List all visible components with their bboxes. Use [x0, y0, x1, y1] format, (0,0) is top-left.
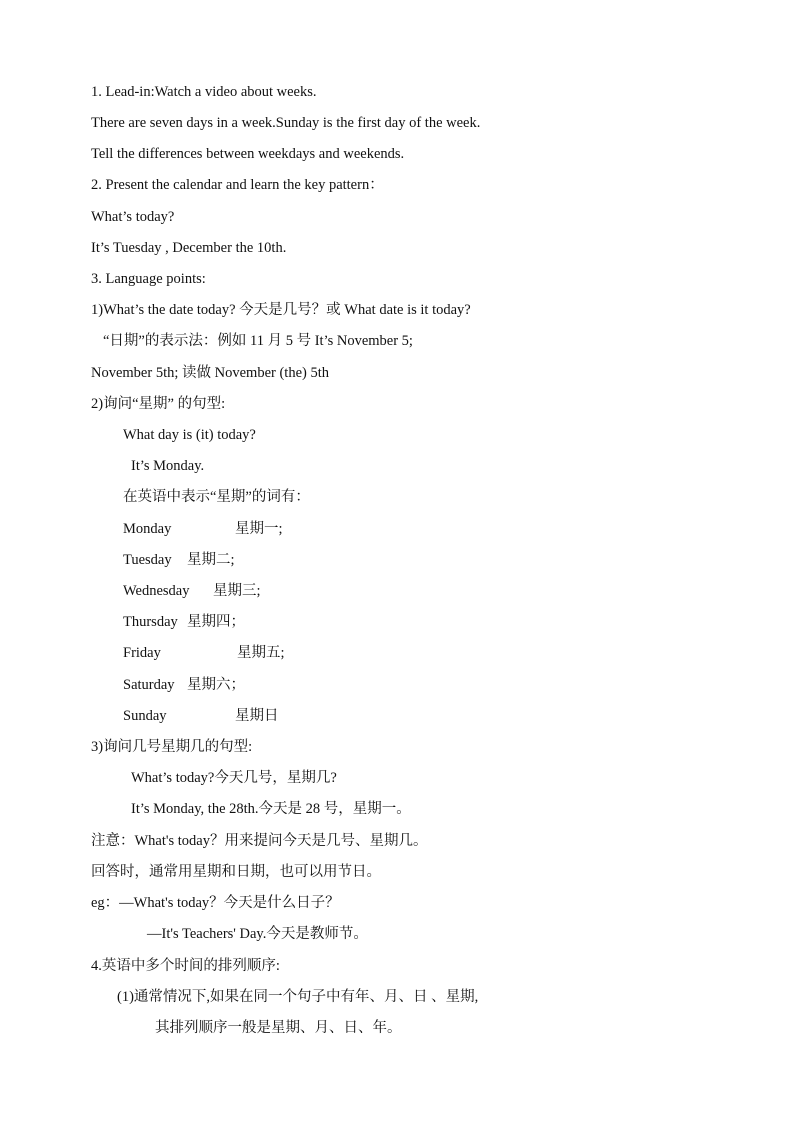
what-day-question: What day is (it) today?	[123, 427, 256, 443]
weekday-row	[123, 550, 235, 570]
answer-note-line: 回答时，通常用星期和日期，也可以用节日。	[91, 864, 381, 880]
weekday-row	[123, 643, 285, 663]
differences-sentence: Tell the differences between weekdays and weekends.	[91, 146, 405, 162]
weekday-english: Wednesday	[123, 583, 190, 599]
answer-tuesday: It’s Tuesday , December the 10th.	[91, 240, 287, 256]
weekday-row	[123, 581, 261, 601]
order-rule-line-1: (1)通常情况下,如果在同一个句子中有年、月、日 、星期,	[117, 989, 479, 1005]
point-3-date-weekday-pattern: 3)询问几号星期几的句型:	[91, 739, 253, 755]
weekday-chinese: 星期五;	[237, 645, 285, 661]
seven-days-sentence: There are seven days in a week.Sunday is the first day of the week.	[91, 115, 481, 131]
its-monday-answer: It’s Monday.	[131, 458, 205, 474]
example-answer: —It's Teachers' Day.今天是教师节。	[147, 926, 368, 942]
weekday-row	[123, 675, 245, 695]
weekday-chinese: 星期六；	[187, 677, 245, 693]
date-expression-line: “日期”的表示法：例如 11 月 5 号 It’s November 5;	[103, 333, 413, 349]
weekday-chinese: 星期一;	[235, 521, 283, 537]
weekday-english: Sunday	[123, 708, 167, 724]
note-line: 注意：What's today？用来提问今天是几号、星期几。	[91, 833, 428, 849]
weekday-row	[123, 519, 283, 539]
weekday-english: Tuesday	[123, 552, 172, 568]
weekday-chinese: 星期二;	[187, 552, 235, 568]
weekday-row	[123, 612, 245, 632]
item-2-present-calendar: 2. Present the calendar and learn the key pattern：	[91, 177, 384, 193]
item-4-time-order: 4.英语中多个时间的排列顺序:	[91, 958, 280, 974]
weekday-english: Saturday	[123, 677, 175, 693]
date-reading-line: November 5th; 读做 November (the) 5th	[91, 365, 329, 381]
weekday-english: Monday	[123, 521, 172, 537]
item-3-language-points: 3. Language points:	[91, 271, 206, 287]
example-question: eg：—What's today？今天是什么日子？	[91, 895, 340, 911]
weekday-english: Friday	[123, 645, 161, 661]
question-whats-today: What’s today?	[91, 209, 175, 225]
weekday-english: Thursday	[123, 614, 178, 630]
whats-today-example: What’s today?今天几号，星期几?	[131, 770, 337, 786]
weekday-words-intro: 在英语中表示“星期”的词有：	[123, 489, 310, 505]
monday-28th-answer: It’s Monday, the 28th.今天是 28 号，星期一。	[131, 801, 411, 817]
point-1-date-question: 1)What’s the date today? 今天是几号？或 What date is it today?	[91, 302, 471, 318]
item-1-lead-in: 1. Lead-in:Watch a video about weeks.	[91, 84, 317, 100]
weekday-chinese: 星期三;	[213, 583, 261, 599]
weekday-row	[123, 706, 279, 726]
weekday-chinese: 星期日	[235, 708, 279, 724]
order-rule-line-2: 其排列顺序一般是星期、月、日、年。	[155, 1020, 402, 1036]
weekday-chinese: 星期四；	[187, 614, 245, 630]
point-2-weekday-pattern: 2)询问“星期” 的句型:	[91, 396, 226, 412]
